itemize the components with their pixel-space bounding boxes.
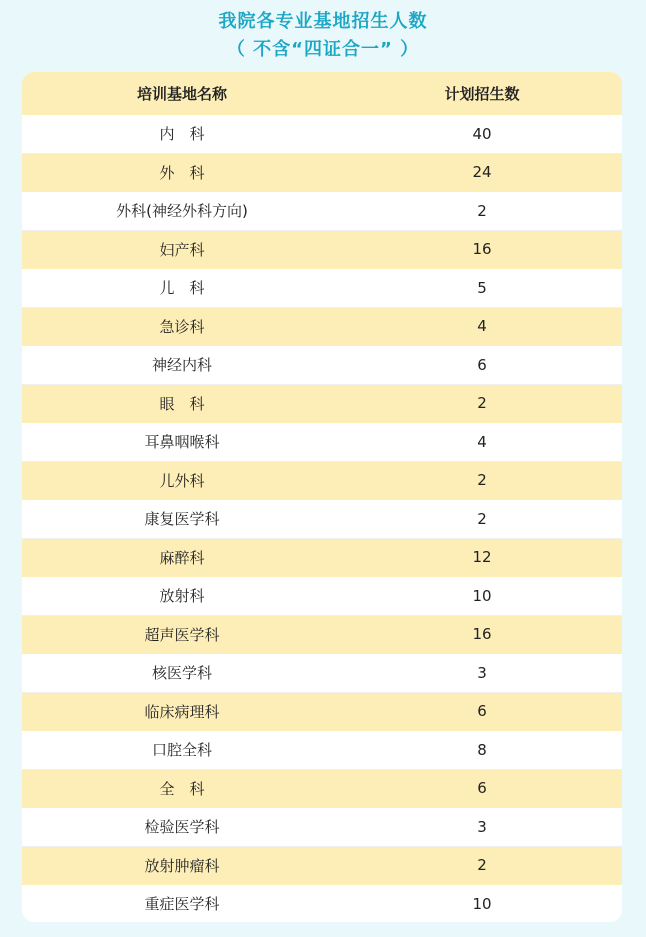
cell-base-name: 临床病理科	[144, 702, 220, 721]
cell-base-name: 检验医学科	[144, 818, 220, 837]
table-row	[22, 770, 622, 809]
page-title	[0, 8, 646, 64]
cell-planned-count: 10	[472, 586, 492, 605]
table-row	[22, 462, 622, 501]
cell-planned-count: 2	[477, 471, 487, 490]
table-row	[22, 423, 622, 462]
cell-base-name: 眼 科	[159, 394, 205, 413]
cell-base-name: 外科(神经外科方向)	[116, 202, 248, 221]
cell-base-name: 儿外科	[159, 471, 205, 490]
cell-base-name: 内 科	[159, 125, 205, 144]
cell-base-name: 全 科	[159, 779, 205, 798]
table-row	[22, 269, 622, 308]
table-row	[22, 654, 622, 693]
table-header	[22, 72, 622, 115]
cell-planned-count: 6	[477, 779, 487, 798]
cell-planned-count: 2	[477, 201, 487, 220]
title-main: 我院各专业基地招生人数	[218, 11, 428, 32]
table-row	[22, 500, 622, 539]
cell-base-name: 核医学科	[151, 664, 212, 683]
cell-planned-count: 6	[477, 702, 487, 721]
cell-planned-count: 16	[472, 625, 492, 644]
table-row	[22, 385, 622, 424]
table-row	[22, 808, 622, 847]
table-row	[22, 154, 622, 193]
cell-planned-count: 5	[477, 278, 487, 297]
table-row	[22, 616, 622, 655]
cell-base-name: 麻醉科	[159, 548, 205, 567]
table-row	[22, 231, 622, 270]
cell-base-name: 神经内科	[151, 356, 212, 375]
cell-planned-count: 3	[477, 817, 487, 836]
table-row	[22, 731, 622, 770]
table-row	[22, 346, 622, 385]
table-row	[22, 539, 622, 578]
cell-planned-count: 6	[477, 355, 487, 374]
cell-planned-count: 10	[472, 894, 492, 913]
cell-planned-count: 2	[477, 509, 487, 528]
cell-planned-count: 24	[472, 163, 492, 182]
cell-planned-count: 2	[477, 394, 487, 413]
cell-planned-count: 4	[477, 317, 487, 336]
cell-planned-count: 40	[472, 124, 492, 143]
table-row	[22, 885, 622, 922]
cell-planned-count: 16	[472, 240, 492, 259]
cell-base-name: 急诊科	[159, 317, 205, 336]
cell-base-name: 放射科	[159, 587, 205, 606]
table-row	[22, 308, 622, 347]
enrollment-table	[22, 72, 622, 922]
cell-planned-count: 3	[477, 663, 487, 682]
table-row	[22, 577, 622, 616]
cell-base-name: 康复医学科	[144, 510, 220, 529]
cell-base-name: 放射肿瘤科	[144, 856, 220, 875]
table-row	[22, 115, 622, 154]
header-planned-count: 计划招生数	[444, 85, 520, 103]
cell-base-name: 儿 科	[159, 279, 205, 298]
table-row	[22, 693, 622, 732]
cell-base-name: 重症医学科	[144, 895, 220, 914]
cell-base-name: 口腔全科	[151, 741, 212, 760]
title-subtitle: （ 不含“四证合一” ）	[226, 39, 420, 60]
cell-planned-count: 8	[477, 740, 487, 759]
cell-planned-count: 4	[477, 432, 487, 451]
cell-base-name: 外 科	[159, 163, 205, 182]
table-row	[22, 847, 622, 886]
cell-base-name: 耳鼻咽喉科	[144, 433, 220, 452]
cell-base-name: 超声医学科	[144, 625, 220, 644]
table-row	[22, 192, 622, 231]
cell-planned-count: 12	[472, 548, 492, 567]
cell-base-name: 妇产科	[159, 240, 205, 259]
cell-planned-count: 2	[477, 856, 487, 875]
header-base-name: 培训基地名称	[136, 85, 227, 103]
